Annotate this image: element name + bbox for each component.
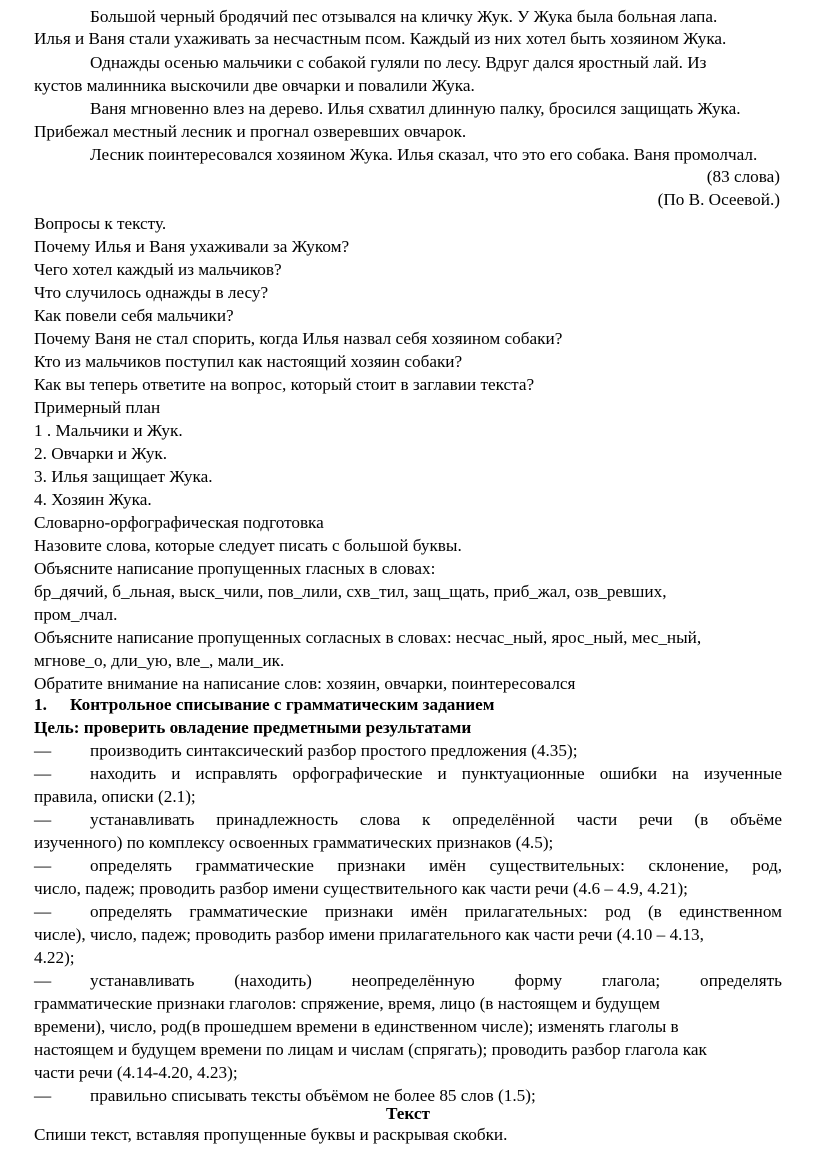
story-paragraph-2-line-2: кустов малинника выскочили две овчарки и повалили Жука. (34, 76, 475, 95)
goal-item-line: 4.22); (34, 948, 75, 967)
bullet-dash: — (34, 741, 52, 760)
plan-item: 1 . Мальчики и Жук. (34, 421, 183, 440)
plan-item: 4. Хозяин Жука. (34, 490, 152, 509)
goal-item-line: изученного) по комплексу освоенных грамматических признаков (4.5); (34, 833, 554, 852)
spelling-task-vowels: Объясните написание пропущенных гласных в словах: (34, 559, 436, 578)
bullet-dash: — (34, 1086, 52, 1105)
goal-item-line: настоящем и будущем времени по лицам и числам (спрягать); проводить разбор глагола как (34, 1040, 707, 1059)
story-paragraph-3-line-2: Прибежал местный лесник и прогнал озверевших овчарок. (34, 122, 467, 141)
spelling-vowel-words-line-1: бр_дячий, б_льная, выск_чили, пов_лили, схв_тил, защ_щать, приб_жал, озв_ревших, (34, 582, 667, 601)
question-item: Чего хотел каждый из мальчиков? (34, 260, 282, 279)
story-paragraph-4-line-1: Лесник поинтересовался хозяином Жука. Илья сказал, что это его собака. Ваня промолчал. (90, 145, 758, 164)
plan-title: Примерный план (34, 398, 161, 417)
section-heading: Контрольное списывание с грамматическим заданием (70, 695, 495, 714)
goal-item-line: число, падеж; проводить разбор имени существительного как части речи (4.6 – 4.9, 4.21); (34, 879, 688, 898)
goal-item-line: времени), число, род(в прошедшем времени в единственном числе); изменять глаголы в (34, 1017, 679, 1036)
text-heading: Текст (386, 1104, 430, 1123)
story-paragraph-2-line-1: Однажды осенью мальчики с собакой гуляли по лесу. Вдруг дался яростный лай. Из (90, 53, 707, 72)
word-count: (83 слова) (706, 167, 780, 186)
story-paragraph-3-line-1: Ваня мгновенно влез на дерево. Илья схватил длинную палку, бросился защищать Жука. (90, 99, 741, 118)
question-item: Почему Ваня не стал спорить, когда Илья назвал себя хозяином собаки? (34, 329, 563, 348)
question-item: Что случилось однажды в лесу? (34, 283, 269, 302)
plan-item: 3. Илья защищает Жука. (34, 467, 213, 486)
spelling-task-attention: Обратите внимание на написание слов: хозяин, овчарки, поинтересовался (34, 674, 576, 693)
goal-item-line: устанавливать (находить) неопределённую форму глагола; определять (90, 971, 782, 990)
question-item: Как повели себя мальчики? (34, 306, 234, 325)
spelling-task-capitals: Назовите слова, которые следует писать с большой буквы. (34, 536, 462, 555)
spelling-vowel-words-line-2: пром_лчал. (34, 605, 118, 624)
bullet-dash: — (34, 764, 52, 783)
goal-item-line: определять грамматические признаки имён существительных: склонение, род, (90, 856, 782, 875)
goal-item-line: грамматические признаки глаголов: спряжение, время, лицо (в настоящем и будущем (34, 994, 660, 1013)
plan-item: 2. Овчарки и Жук. (34, 444, 168, 463)
goal-item-line: числе), число, падеж; проводить разбор имени прилагательного как части речи (4.10 – 4.13, (34, 925, 704, 944)
goal-item-line: правила, описки (2.1); (34, 787, 196, 806)
bullet-dash: — (34, 902, 52, 921)
question-item: Как вы теперь ответите на вопрос, который стоит в заглавии текста? (34, 375, 535, 394)
goal-item-line: части речи (4.14-4.20, 4.23); (34, 1063, 238, 1082)
goal-item-line: правильно списывать тексты объёмом не более 85 слов (1.5); (90, 1086, 536, 1105)
author-credit: (По В. Осеевой.) (657, 190, 780, 209)
text-instruction: Спиши текст, вставляя пропущенные буквы и раскрывая скобки. (34, 1125, 508, 1144)
section-goal: Цель: проверить овладение предметными результатами (34, 718, 472, 737)
goal-item-line: находить и исправлять орфографические и пунктуационные ошибки на изученные (90, 764, 782, 783)
goal-item-line: устанавливать принадлежность слова к определённой части речи (в объёме (90, 810, 782, 829)
question-item: Почему Илья и Ваня ухаживали за Жуком? (34, 237, 350, 256)
story-paragraph-1-line-2: Илья и Ваня стали ухаживать за несчастным псом. Каждый из них хотел быть хозяином Жука. (34, 29, 727, 48)
bullet-dash: — (34, 971, 52, 990)
bullet-dash: — (34, 856, 52, 875)
question-item: Кто из мальчиков поступил как настоящий хозяин собаки? (34, 352, 463, 371)
story-paragraph-1-line-1: Большой черный бродячий пес отзывался на кличку Жук. У Жука была больная лапа. (90, 7, 718, 26)
spelling-task-consonants-line-1: Объясните написание пропущенных согласных в словах: несчас_ный, ярос_ный, мес_ный, (34, 628, 702, 647)
goal-item-line: определять грамматические признаки имён прилагательных: род (в единственном (90, 902, 782, 921)
questions-title: Вопросы к тексту. (34, 214, 167, 233)
goal-item-line: производить синтаксический разбор простого предложения (4.35); (90, 741, 578, 760)
spelling-title: Словарно-орфографическая подготовка (34, 513, 324, 532)
spelling-task-consonants-line-2: мгнове_о, дли_ую, вле_, мали_ик. (34, 651, 285, 670)
section-number: 1. (34, 695, 47, 714)
bullet-dash: — (34, 810, 52, 829)
